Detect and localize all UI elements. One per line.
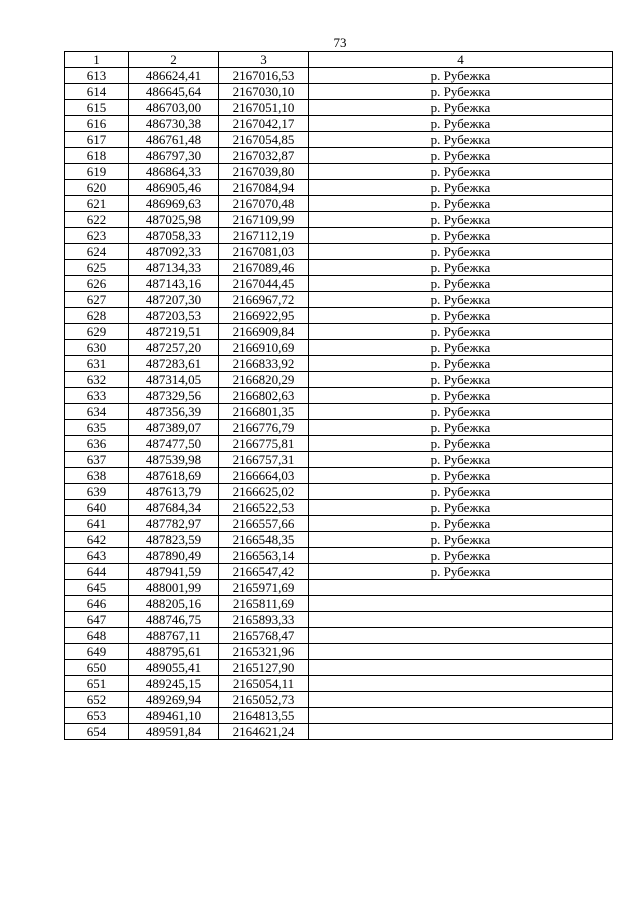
description-cell [309, 708, 613, 724]
y-coordinate-cell: 2166563,14 [219, 548, 309, 564]
table-row [65, 324, 613, 340]
table-row [65, 292, 613, 308]
table-row [65, 116, 613, 132]
table-row [65, 100, 613, 116]
table-row [65, 132, 613, 148]
x-coordinate-cell: 487314,05 [129, 372, 219, 388]
point-number-cell: 638 [65, 468, 129, 484]
x-coordinate-cell: 487025,98 [129, 212, 219, 228]
y-coordinate-cell: 2167032,87 [219, 148, 309, 164]
x-coordinate-cell: 487257,20 [129, 340, 219, 356]
description-cell [309, 628, 613, 644]
x-coordinate-cell: 486969,63 [129, 196, 219, 212]
table-row [65, 532, 613, 548]
point-number-cell: 653 [65, 708, 129, 724]
x-coordinate-cell: 488001,99 [129, 580, 219, 596]
table-row [65, 724, 613, 740]
table-row [65, 68, 613, 84]
y-coordinate-cell: 2167030,10 [219, 84, 309, 100]
y-coordinate-cell: 2166548,35 [219, 532, 309, 548]
table-row [65, 212, 613, 228]
table-row [65, 612, 613, 628]
point-number-cell: 640 [65, 500, 129, 516]
page-number: 73 [333, 35, 347, 50]
point-number-cell: 613 [65, 68, 129, 84]
y-coordinate-cell: 2166833,92 [219, 356, 309, 372]
point-number-cell: 623 [65, 228, 129, 244]
table-row [65, 516, 613, 532]
table-row [65, 244, 613, 260]
table-row [65, 420, 613, 436]
x-coordinate-cell: 487329,56 [129, 388, 219, 404]
point-number-cell: 646 [65, 596, 129, 612]
description-cell: р. Рубежка [309, 324, 613, 340]
y-coordinate-cell: 2165811,69 [219, 596, 309, 612]
x-coordinate-cell: 487477,50 [129, 436, 219, 452]
description-cell: р. Рубежка [309, 212, 613, 228]
description-cell: р. Рубежка [309, 436, 613, 452]
x-coordinate-cell: 486761,48 [129, 132, 219, 148]
point-number-cell: 642 [65, 532, 129, 548]
description-cell [309, 612, 613, 628]
description-cell: р. Рубежка [309, 372, 613, 388]
description-cell: р. Рубежка [309, 308, 613, 324]
y-coordinate-cell: 2167081,03 [219, 244, 309, 260]
table-row [65, 468, 613, 484]
y-coordinate-cell: 2167016,53 [219, 68, 309, 84]
description-cell: р. Рубежка [309, 500, 613, 516]
y-coordinate-cell: 2166522,53 [219, 500, 309, 516]
point-number-cell: 641 [65, 516, 129, 532]
description-cell: р. Рубежка [309, 276, 613, 292]
y-coordinate-cell: 2167089,46 [219, 260, 309, 276]
x-coordinate-cell: 486864,33 [129, 164, 219, 180]
description-cell: р. Рубежка [309, 180, 613, 196]
y-coordinate-cell: 2164813,55 [219, 708, 309, 724]
table-row [65, 644, 613, 660]
table-row [65, 228, 613, 244]
y-coordinate-cell: 2166910,69 [219, 340, 309, 356]
y-coordinate-cell: 2166909,84 [219, 324, 309, 340]
table-row [65, 500, 613, 516]
point-number-cell: 616 [65, 116, 129, 132]
x-coordinate-cell: 488795,61 [129, 644, 219, 660]
description-cell: р. Рубежка [309, 84, 613, 100]
point-number-cell: 632 [65, 372, 129, 388]
point-number-cell: 639 [65, 484, 129, 500]
x-coordinate-cell: 487219,51 [129, 324, 219, 340]
point-number-cell: 648 [65, 628, 129, 644]
table-row [65, 692, 613, 708]
y-coordinate-cell: 2167044,45 [219, 276, 309, 292]
y-coordinate-cell: 2165127,90 [219, 660, 309, 676]
x-coordinate-cell: 488767,11 [129, 628, 219, 644]
x-coordinate-cell: 487389,07 [129, 420, 219, 436]
point-number-cell: 621 [65, 196, 129, 212]
x-coordinate-cell: 486797,30 [129, 148, 219, 164]
point-number-cell: 645 [65, 580, 129, 596]
table-body [65, 68, 613, 740]
point-number-cell: 652 [65, 692, 129, 708]
description-cell: р. Рубежка [309, 564, 613, 580]
table-row [65, 148, 613, 164]
point-number-cell: 615 [65, 100, 129, 116]
table-row [65, 628, 613, 644]
description-cell: р. Рубежка [309, 196, 613, 212]
x-coordinate-cell: 487823,59 [129, 532, 219, 548]
point-number-cell: 650 [65, 660, 129, 676]
y-coordinate-cell: 2166775,81 [219, 436, 309, 452]
description-cell: р. Рубежка [309, 292, 613, 308]
y-coordinate-cell: 2166625,02 [219, 484, 309, 500]
description-cell [309, 596, 613, 612]
y-coordinate-cell: 2166757,31 [219, 452, 309, 468]
table-row [65, 564, 613, 580]
table-row [65, 596, 613, 612]
y-coordinate-cell: 2165768,47 [219, 628, 309, 644]
column-header-1: 1 [65, 52, 129, 68]
x-coordinate-cell: 486645,64 [129, 84, 219, 100]
table-row [65, 436, 613, 452]
description-cell: р. Рубежка [309, 404, 613, 420]
point-number-cell: 654 [65, 724, 129, 740]
y-coordinate-cell: 2167084,94 [219, 180, 309, 196]
point-number-cell: 624 [65, 244, 129, 260]
x-coordinate-cell: 487092,33 [129, 244, 219, 260]
description-cell: р. Рубежка [309, 420, 613, 436]
table-row [65, 164, 613, 180]
point-number-cell: 622 [65, 212, 129, 228]
x-coordinate-cell: 487618,69 [129, 468, 219, 484]
x-coordinate-cell: 487207,30 [129, 292, 219, 308]
y-coordinate-cell: 2166664,03 [219, 468, 309, 484]
table-row [65, 308, 613, 324]
table-row [65, 484, 613, 500]
x-coordinate-cell: 486730,38 [129, 116, 219, 132]
x-coordinate-cell: 487356,39 [129, 404, 219, 420]
table-row [65, 372, 613, 388]
x-coordinate-cell: 489591,84 [129, 724, 219, 740]
y-coordinate-cell: 2166820,29 [219, 372, 309, 388]
x-coordinate-cell: 486624,41 [129, 68, 219, 84]
x-coordinate-cell: 487613,79 [129, 484, 219, 500]
x-coordinate-cell: 487203,53 [129, 308, 219, 324]
description-cell: р. Рубежка [309, 116, 613, 132]
point-number-cell: 635 [65, 420, 129, 436]
description-cell [309, 724, 613, 740]
point-number-cell: 618 [65, 148, 129, 164]
table-row [65, 388, 613, 404]
x-coordinate-cell: 489055,41 [129, 660, 219, 676]
y-coordinate-cell: 2167070,48 [219, 196, 309, 212]
description-cell: р. Рубежка [309, 244, 613, 260]
table-row [65, 452, 613, 468]
y-coordinate-cell: 2166802,63 [219, 388, 309, 404]
description-cell: р. Рубежка [309, 164, 613, 180]
x-coordinate-cell: 489269,94 [129, 692, 219, 708]
table-row [65, 404, 613, 420]
table-row [65, 340, 613, 356]
description-cell: р. Рубежка [309, 228, 613, 244]
table-row [65, 708, 613, 724]
y-coordinate-cell: 2166776,79 [219, 420, 309, 436]
column-header-2: 2 [129, 52, 219, 68]
description-cell: р. Рубежка [309, 132, 613, 148]
description-cell: р. Рубежка [309, 484, 613, 500]
point-number-cell: 620 [65, 180, 129, 196]
y-coordinate-cell: 2166547,42 [219, 564, 309, 580]
table-row [65, 84, 613, 100]
y-coordinate-cell: 2167042,17 [219, 116, 309, 132]
table-row [65, 196, 613, 212]
y-coordinate-cell: 2167039,80 [219, 164, 309, 180]
x-coordinate-cell: 487684,34 [129, 500, 219, 516]
y-coordinate-cell: 2165054,11 [219, 676, 309, 692]
table-row [65, 548, 613, 564]
column-header-3: 3 [219, 52, 309, 68]
description-cell: р. Рубежка [309, 356, 613, 372]
point-number-cell: 644 [65, 564, 129, 580]
description-cell: р. Рубежка [309, 532, 613, 548]
description-cell [309, 644, 613, 660]
y-coordinate-cell: 2166801,35 [219, 404, 309, 420]
point-number-cell: 628 [65, 308, 129, 324]
y-coordinate-cell: 2165893,33 [219, 612, 309, 628]
y-coordinate-cell: 2165971,69 [219, 580, 309, 596]
y-coordinate-cell: 2164621,24 [219, 724, 309, 740]
table-row [65, 180, 613, 196]
point-number-cell: 633 [65, 388, 129, 404]
x-coordinate-cell: 486905,46 [129, 180, 219, 196]
coordinates-table [64, 51, 613, 740]
x-coordinate-cell: 487143,16 [129, 276, 219, 292]
x-coordinate-cell: 487890,49 [129, 548, 219, 564]
point-number-cell: 649 [65, 644, 129, 660]
point-number-cell: 634 [65, 404, 129, 420]
description-cell: р. Рубежка [309, 468, 613, 484]
point-number-cell: 647 [65, 612, 129, 628]
description-cell: р. Рубежка [309, 100, 613, 116]
point-number-cell: 643 [65, 548, 129, 564]
table-row [65, 580, 613, 596]
y-coordinate-cell: 2167051,10 [219, 100, 309, 116]
description-cell: р. Рубежка [309, 148, 613, 164]
x-coordinate-cell: 488205,16 [129, 596, 219, 612]
table-row [65, 276, 613, 292]
point-number-cell: 614 [65, 84, 129, 100]
x-coordinate-cell: 487539,98 [129, 452, 219, 468]
description-cell: р. Рубежка [309, 68, 613, 84]
table-row [65, 676, 613, 692]
x-coordinate-cell: 487941,59 [129, 564, 219, 580]
description-cell: р. Рубежка [309, 516, 613, 532]
y-coordinate-cell: 2167054,85 [219, 132, 309, 148]
y-coordinate-cell: 2166922,95 [219, 308, 309, 324]
y-coordinate-cell: 2165321,96 [219, 644, 309, 660]
description-cell: р. Рубежка [309, 260, 613, 276]
point-number-cell: 651 [65, 676, 129, 692]
table-row [65, 260, 613, 276]
y-coordinate-cell: 2166967,72 [219, 292, 309, 308]
point-number-cell: 619 [65, 164, 129, 180]
table-row [65, 356, 613, 372]
x-coordinate-cell: 487134,33 [129, 260, 219, 276]
table-header-row [65, 52, 613, 68]
table-row [65, 660, 613, 676]
y-coordinate-cell: 2167109,99 [219, 212, 309, 228]
point-number-cell: 631 [65, 356, 129, 372]
x-coordinate-cell: 487283,61 [129, 356, 219, 372]
x-coordinate-cell: 487782,97 [129, 516, 219, 532]
description-cell: р. Рубежка [309, 452, 613, 468]
y-coordinate-cell: 2166557,66 [219, 516, 309, 532]
column-header-4: 4 [309, 52, 613, 68]
point-number-cell: 636 [65, 436, 129, 452]
description-cell: р. Рубежка [309, 548, 613, 564]
description-cell: р. Рубежка [309, 388, 613, 404]
y-coordinate-cell: 2167112,19 [219, 228, 309, 244]
y-coordinate-cell: 2165052,73 [219, 692, 309, 708]
description-cell [309, 692, 613, 708]
x-coordinate-cell: 487058,33 [129, 228, 219, 244]
x-coordinate-cell: 486703,00 [129, 100, 219, 116]
point-number-cell: 637 [65, 452, 129, 468]
description-cell [309, 580, 613, 596]
point-number-cell: 630 [65, 340, 129, 356]
description-cell [309, 676, 613, 692]
description-cell [309, 660, 613, 676]
x-coordinate-cell: 488746,75 [129, 612, 219, 628]
x-coordinate-cell: 489245,15 [129, 676, 219, 692]
x-coordinate-cell: 489461,10 [129, 708, 219, 724]
point-number-cell: 625 [65, 260, 129, 276]
point-number-cell: 627 [65, 292, 129, 308]
description-cell: р. Рубежка [309, 340, 613, 356]
point-number-cell: 629 [65, 324, 129, 340]
point-number-cell: 626 [65, 276, 129, 292]
point-number-cell: 617 [65, 132, 129, 148]
